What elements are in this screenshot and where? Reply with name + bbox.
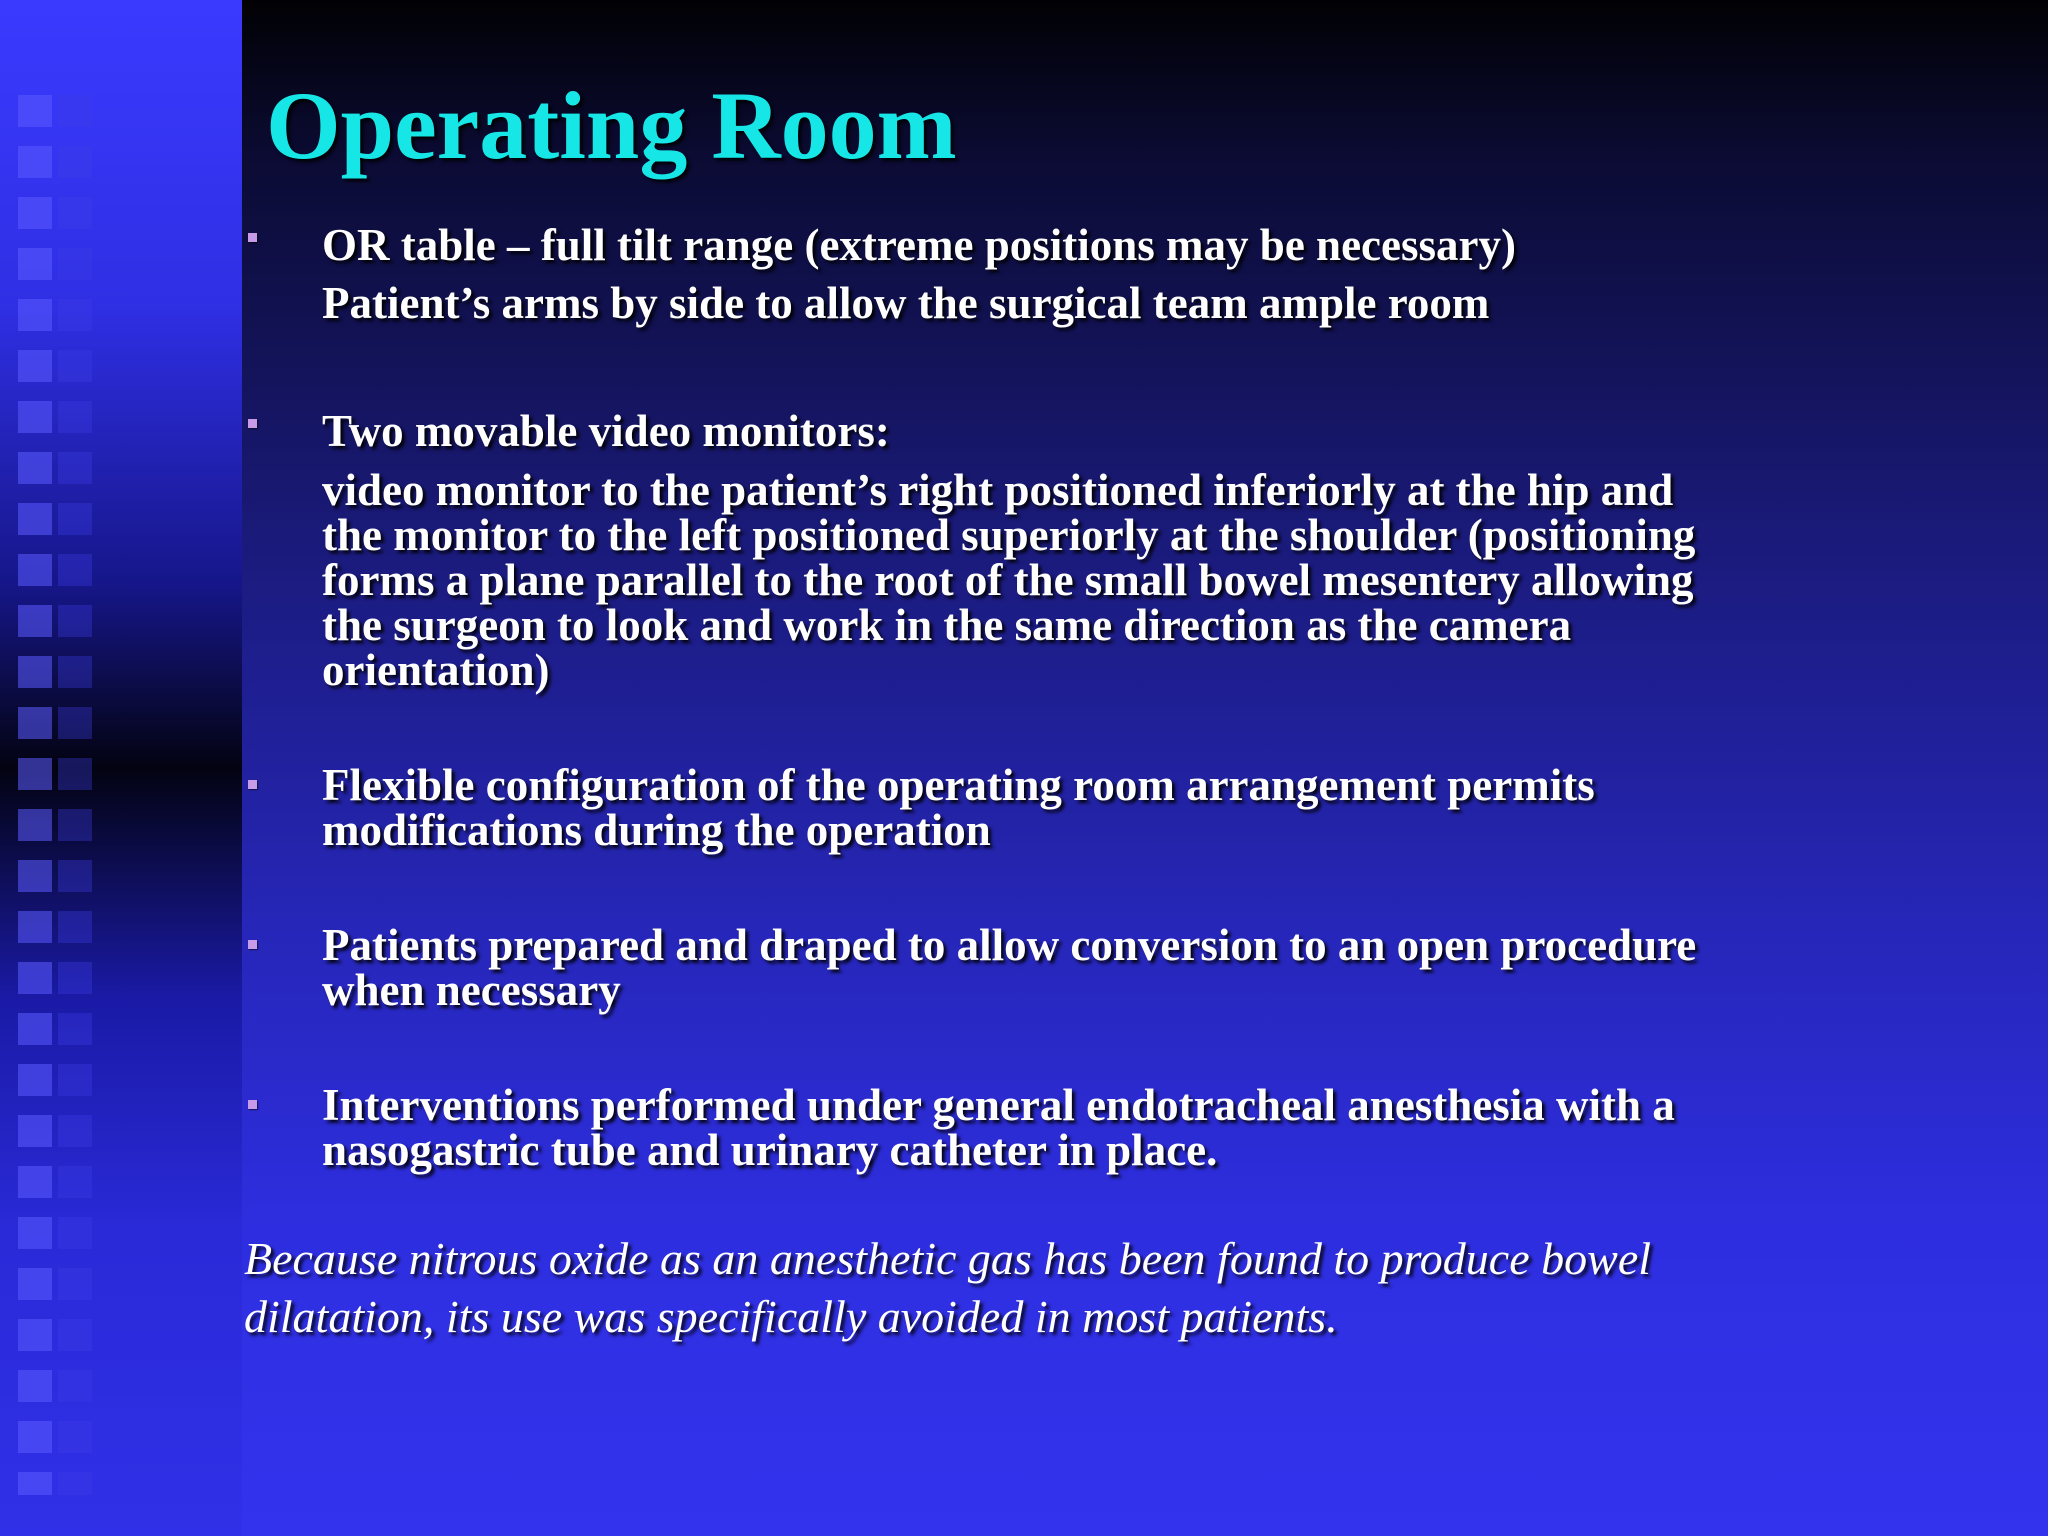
bullet-text-line: OR table – full tilt range (extreme positions may be necessary) — [322, 220, 1516, 270]
footnote-line: dilatation, its use was specifically avoided in most patients. — [244, 1291, 1338, 1342]
bullet-text-line: Flexible configuration of the operating room arrangement permits — [322, 760, 1595, 810]
slide-title: Operating Room — [266, 72, 957, 179]
bullet-item-video-monitors — [244, 402, 2004, 693]
bullet-item-flexible-configuration — [244, 760, 2004, 855]
bullet-square-icon — [248, 1100, 257, 1109]
bullet-text-line: Patient’s arms by side to allow the surgical team ample room — [322, 278, 1490, 328]
bullet-text-line: Interventions performed under general endotracheal anesthesia with a — [322, 1080, 1675, 1130]
bullet-list — [244, 216, 2004, 1243]
decorative-sidebar — [0, 0, 242, 1536]
bullet-text-line: video monitor to the patient’s right positioned inferiorly at the hip and — [322, 465, 1674, 515]
bullet-square-icon — [248, 940, 257, 949]
bullet-text-line: modifications during the operation — [322, 805, 991, 855]
footnote-line: Because nitrous oxide as an anesthetic gas has been found to produce bowel — [244, 1233, 1652, 1284]
bullet-text-line: nasogastric tube and urinary catheter in place. — [322, 1125, 1218, 1175]
bullet-heading: Two movable video monitors: — [322, 406, 890, 456]
bullet-text-line: orientation) — [322, 645, 550, 695]
bullet-square-icon — [248, 233, 257, 242]
sidebar-square-pattern-faint — [58, 95, 92, 1495]
bullet-item-anesthesia — [244, 1080, 2004, 1175]
bullet-item-patient-preparation — [244, 920, 2004, 1015]
bullet-text-line: when necessary — [322, 965, 621, 1015]
bullet-text-line: the monitor to the left positioned superiorly at the shoulder (positioning — [322, 510, 1696, 560]
sidebar-square-pattern — [18, 95, 52, 1495]
italic-footnote — [244, 1230, 2024, 1346]
bullet-item-or-table — [244, 216, 2004, 332]
bullet-text-line: forms a plane parallel to the root of the small bowel mesentery allowing — [322, 555, 1694, 605]
bullet-square-icon — [248, 419, 257, 428]
bullet-text-line: Patients prepared and draped to allow conversion to an open procedure — [322, 920, 1697, 970]
bullet-square-icon — [248, 780, 257, 789]
bullet-text-line: the surgeon to look and work in the same direction as the camera — [322, 600, 1572, 650]
